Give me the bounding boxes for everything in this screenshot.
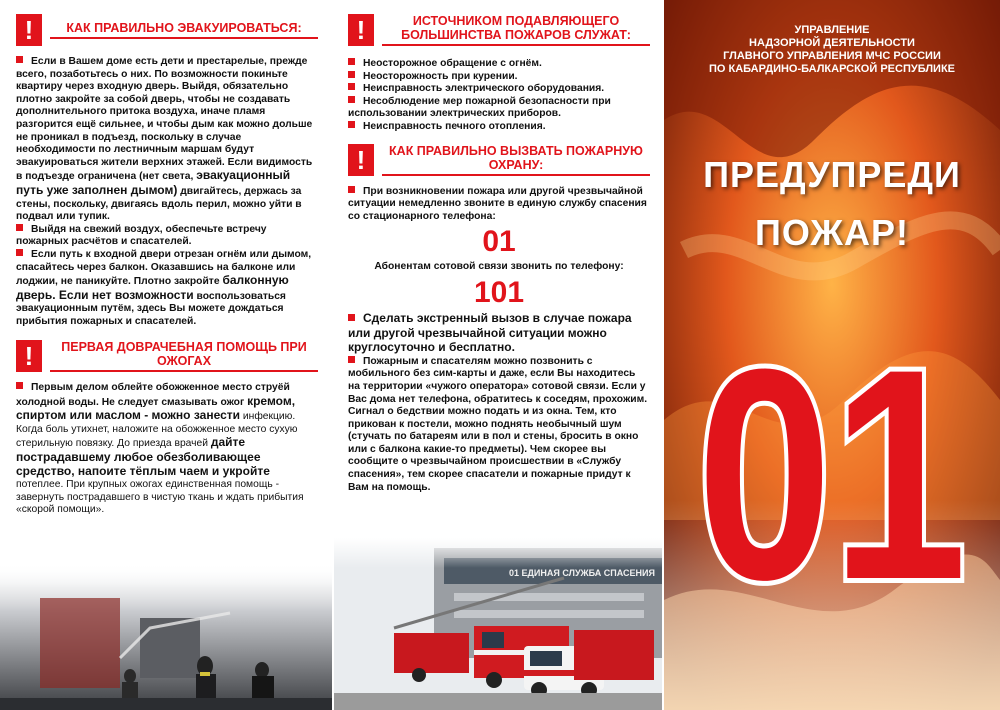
- slogan: ПРЕДУПРЕДИ ПОЖАР!: [703, 154, 961, 253]
- phone-number-101: 101: [473, 275, 525, 309]
- exclamation-icon: !: [16, 340, 42, 372]
- list-item: Неосторожное обращение с огнём.: [348, 58, 650, 71]
- first-aid-header: [16, 336, 318, 376]
- building-sign: 01 ЕДИНАЯ СЛУЖБА СПАСЕНИЯ: [509, 568, 655, 578]
- bullet-icon: [348, 71, 355, 78]
- list-item: Несоблюдение мер пожарной безопасности при использовании электрических приборов.: [348, 95, 611, 120]
- evacuation-header: [16, 10, 318, 50]
- bullet-icon: [348, 83, 355, 90]
- emergency-number-text: 01: [697, 306, 967, 600]
- first-aid-title: ПЕРВАЯ ДОВРАЧЕБНАЯ ПОМОЩЬ ПРИ ОЖОГАХ: [50, 340, 318, 372]
- exclamation-icon: !: [348, 14, 374, 46]
- bullet-icon: [348, 186, 355, 193]
- firefighters-photo: [0, 558, 332, 710]
- bullet-icon: [348, 96, 355, 103]
- mobile-note: Абонентам сотовой связи звонить по телефону:: [374, 261, 624, 273]
- bullet-icon: [16, 224, 23, 231]
- causes-header: [348, 10, 650, 50]
- panel-middle: [334, 0, 662, 710]
- panel-left: [0, 0, 332, 710]
- exclamation-icon: !: [348, 144, 374, 176]
- list-item: Неосторожность при курении.: [348, 71, 650, 84]
- bullet-icon: [348, 356, 355, 363]
- fire-trucks-photo: [334, 538, 662, 710]
- evacuation-title: КАК ПРАВИЛЬНО ЭВАКУИРОВАТЬСЯ:: [50, 21, 318, 39]
- call-title: КАК ПРАВИЛЬНО ВЫЗВАТЬ ПОЖАРНУЮ ОХРАНУ:: [382, 144, 650, 176]
- call-text: При возникновении пожара или другой чрезвычайной ситуации немедленно звоните в единую службу спасения со стационарного телефона: 01 Абонентам сотовой связи звонить по телефону: 101 Сделать экстренный вызов в случае пожара или другой чрезвычайной ситуации можно круглосуточно и бесплатно. Пожарным и спасателям можно позвонить с мобильного без сим-карты и даже, если Вы находитесь на территории «чужого оператора» сотовой связи. Если у Вас дома нет телефона, обратитесь к соседям, прохожим. Сигнал о бедствии можно подать и из окна. Тем, кто прикован к постели, можно поднять необычный шум (стучать по батареям или в пол и стены, бросить в окно или с балкона какие-то предметы). Чем скорее вы сообщите о чрезвычайном происшествии в «Службу спасения», тем скорее спасатели и пожарные придут к Вам на помощь.: [348, 186, 650, 495]
- emergency-number: [664, 300, 1000, 605]
- call-header: [348, 140, 650, 180]
- evacuation-text: Если в Вашем доме есть дети и престарелые, прежде всего, позаботьтесь о них. По возможности покиньте квартиру через входную дверь. Выйдя, обязательно плотно закройте за собой дверь, чтобы не создавать дополнительного притока воздуха, иначе пламя разгорится ещё сильнее, и чтобы дым как можно дольше не проникал в подъезд, поскольку в случае необходимости по лестничным маршам будут эвакуироваться жители верхних этажей. Если видимость в подъезде ограничена (нет света, эвакуационный путь уже заполнен дымом) двигайтесь, держась за стены, поскольку, двигаясь вдоль перил, можно уйти в подвал или тупик. Выйдя на свежий воздух, обеспечьте встречу пожарных расчётов и спасателей. Если путь к входной двери отрезан огнём или дымом, спасайтесь через балкон. Оказавшись на балконе или лоджии, не паникуйте. Плотно закройте балконную дверь. Если нет возможности воспользоваться эвакуационным путём, здесь Вы можете дождаться прибытия пожарных и спасателей.: [16, 56, 313, 327]
- bullet-icon: [16, 382, 23, 389]
- first-aid-text: Первым делом облейте обожженное место струёй холодной воды. Не следует смазывать ожог кремом, спиртом или маслом - можно занести инфекцию. Когда боль утихнет, наложите на обожженное место сухую стерильную повязку. До приезда врачей дайте пострадавшему любое обезболивающее средство, напоите тёплым чаем и укройте потеплее. При крупных ожогах единственная помощь - завернуть пострадавшего в чистую ткань и ждать прибытия «скорой помощи».: [16, 382, 304, 516]
- bullet-icon: [348, 58, 355, 65]
- list-item: Неисправность печного отопления.: [348, 121, 650, 134]
- cover-panel: [664, 0, 1000, 710]
- bullet-icon: [348, 314, 355, 321]
- phone-number-01: 01: [482, 225, 516, 259]
- bullet-icon: [16, 56, 23, 63]
- causes-list: [348, 58, 650, 134]
- bullet-icon: [348, 121, 355, 128]
- agency-name: УПРАВЛЕНИЕ НАДЗОРНОЙ ДЕЯТЕЛЬНОСТИ ГЛАВНОГО УПРАВЛЕНИЯ МЧС РОССИИ ПО КАБАРДИНО-БАЛКАРСКОЙ РЕСПУБЛИКЕ: [708, 24, 955, 75]
- exclamation-icon: !: [16, 14, 42, 46]
- bullet-icon: [16, 249, 23, 256]
- causes-title: ИСТОЧНИКОМ ПОДАВЛЯЮЩЕГО БОЛЬШИНСТВА ПОЖАРОВ СЛУЖАТ:: [382, 14, 650, 46]
- list-item: Неисправность электрического оборудования.: [348, 83, 650, 96]
